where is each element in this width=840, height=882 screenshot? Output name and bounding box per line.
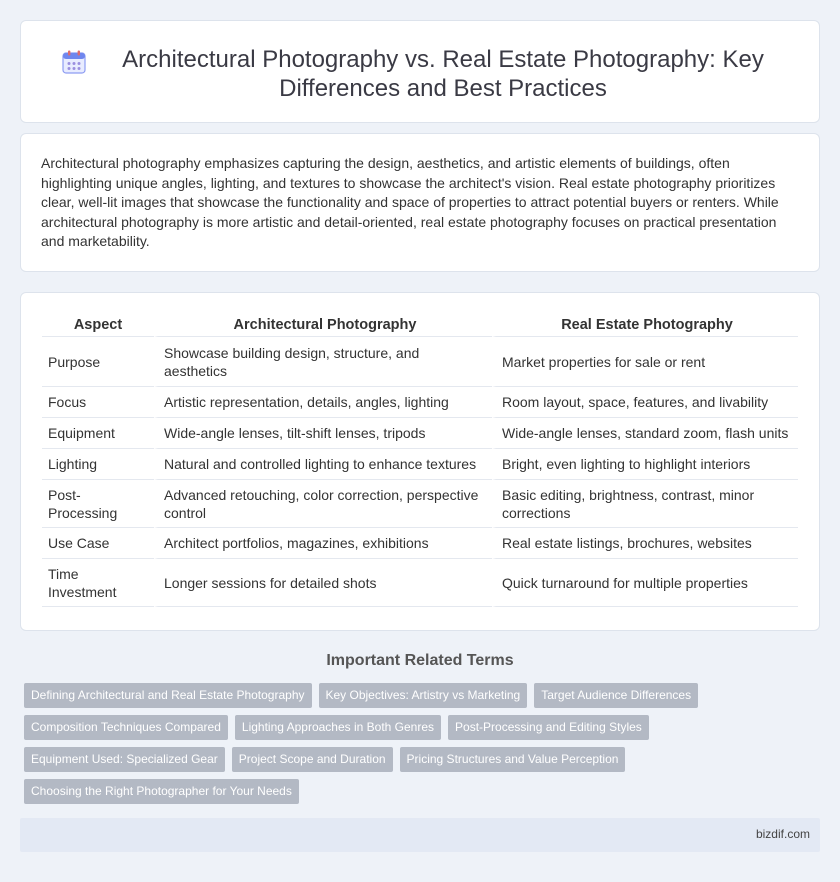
cell-architectural: Showcase building design, structure, and aesthetics bbox=[154, 337, 492, 387]
cell-real-estate: Basic editing, brightness, contrast, minor corrections bbox=[492, 480, 798, 528]
cell-real-estate: Room layout, space, features, and livability bbox=[492, 387, 798, 418]
cell-aspect: Purpose bbox=[42, 337, 154, 387]
comparison-table bbox=[42, 315, 798, 607]
cell-architectural: Longer sessions for detailed shots bbox=[154, 559, 492, 607]
cell-aspect: Lighting bbox=[42, 449, 154, 480]
cell-architectural: Wide-angle lenses, tilt-shift lenses, tripods bbox=[154, 418, 492, 449]
header-real-estate: Real Estate Photography bbox=[492, 315, 798, 337]
related-term-tag[interactable]: Lighting Approaches in Both Genres bbox=[235, 715, 441, 740]
title-card bbox=[20, 20, 820, 123]
header-aspect: Aspect bbox=[42, 315, 154, 337]
cell-architectural: Architect portfolios, magazines, exhibitions bbox=[154, 528, 492, 559]
header-architectural: Architectural Photography bbox=[154, 315, 492, 337]
table-header-row bbox=[42, 315, 798, 337]
comparison-card bbox=[20, 292, 820, 631]
table-row bbox=[42, 418, 798, 449]
table-row bbox=[42, 387, 798, 418]
cell-architectural: Advanced retouching, color correction, perspective control bbox=[154, 480, 492, 528]
cell-aspect: Time Investment bbox=[42, 559, 154, 607]
cell-aspect: Equipment bbox=[42, 418, 154, 449]
cell-real-estate: Wide-angle lenses, standard zoom, flash units bbox=[492, 418, 798, 449]
table-row bbox=[42, 337, 798, 387]
related-terms-list bbox=[24, 683, 764, 804]
footer-site-link[interactable]: bizdif.com bbox=[755, 827, 810, 841]
cell-real-estate: Bright, even lighting to highlight interiors bbox=[492, 449, 798, 480]
cell-real-estate: Quick turnaround for multiple properties bbox=[492, 559, 798, 607]
page-title: Architectural Photography vs. Real Estate Photography: Key Differences and Best Practices bbox=[122, 46, 764, 102]
cell-real-estate: Market properties for sale or rent bbox=[492, 337, 798, 387]
related-term-tag[interactable]: Defining Architectural and Real Estate Photography bbox=[24, 683, 312, 708]
intro-paragraph: Architectural photography emphasizes capturing the design, aesthetics, and artistic elements of buildings, often highlighting unique angles, lighting, and textures to showcase the architect's vision. Real estate photography prioritizes clear, well-lit images that showcase the functionality and space of properties to attract potential buyers or renters. While architectural photography is more artistic and detail-oriented, real estate photography focuses on practical presentation and marketability. bbox=[41, 155, 779, 250]
cell-aspect: Use Case bbox=[42, 528, 154, 559]
table-row bbox=[42, 449, 798, 480]
footer-bar bbox=[20, 818, 820, 852]
cell-aspect: Focus bbox=[42, 387, 154, 418]
related-term-tag[interactable]: Pricing Structures and Value Perception bbox=[400, 747, 626, 772]
related-term-tag[interactable]: Composition Techniques Compared bbox=[24, 715, 228, 740]
calendar-icon bbox=[61, 49, 87, 75]
related-term-tag[interactable]: Key Objectives: Artistry vs Marketing bbox=[319, 683, 528, 708]
related-terms-heading: Important Related Terms bbox=[326, 652, 514, 669]
related-term-tag[interactable]: Choosing the Right Photographer for Your Needs bbox=[24, 779, 299, 804]
related-term-tag[interactable]: Project Scope and Duration bbox=[232, 747, 393, 772]
related-term-tag[interactable]: Equipment Used: Specialized Gear bbox=[24, 747, 225, 772]
related-term-tag[interactable]: Post-Processing and Editing Styles bbox=[448, 715, 649, 740]
cell-architectural: Natural and controlled lighting to enhance textures bbox=[154, 449, 492, 480]
cell-aspect: Post-Processing bbox=[42, 480, 154, 528]
table-row bbox=[42, 528, 798, 559]
intro-card bbox=[20, 133, 820, 272]
table-row bbox=[42, 480, 798, 528]
table-row bbox=[42, 559, 798, 607]
related-term-tag[interactable]: Target Audience Differences bbox=[534, 683, 698, 708]
cell-real-estate: Real estate listings, brochures, websites bbox=[492, 528, 798, 559]
cell-architectural: Artistic representation, details, angles, lighting bbox=[154, 387, 492, 418]
